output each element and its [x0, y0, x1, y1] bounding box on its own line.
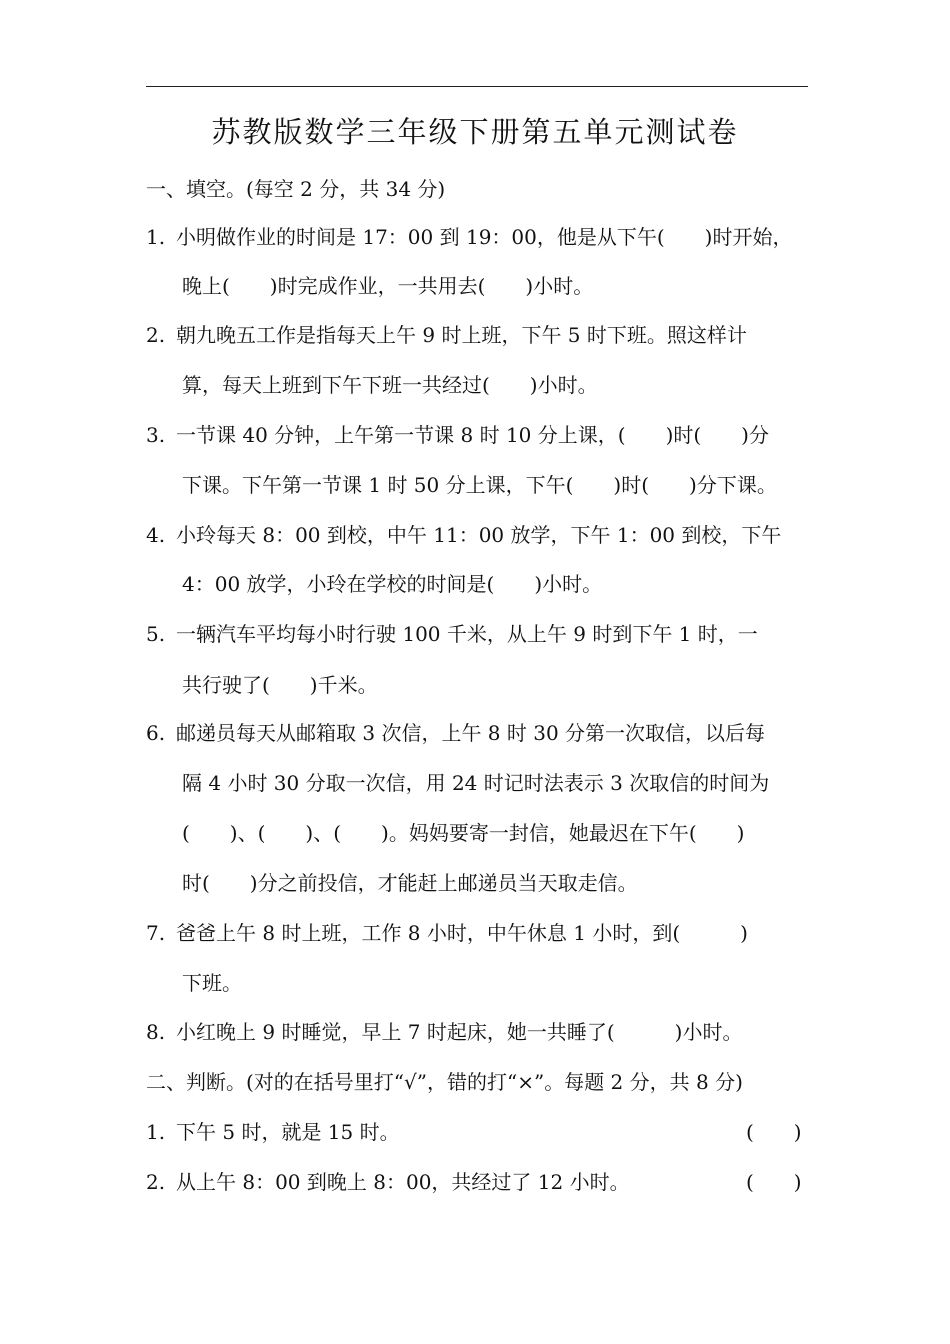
question-1: [146, 224, 792, 250]
question-6: [146, 720, 765, 746]
question-number: 5.: [146, 622, 166, 646]
question-number: 2.: [146, 323, 166, 347]
question-number: 6.: [146, 721, 166, 745]
question-3-continued: 下课。下午第一节课 1 时 50 分上课，下午( )时( )分下课。: [182, 473, 777, 497]
section-heading-fill-in: 一、填空。(每空 2 分，共 34 分): [146, 177, 446, 201]
question-2-continued: 算，每天上班到下午下班一共经过( )小时。: [182, 373, 598, 397]
answer-parentheses: ( ): [746, 1170, 802, 1194]
question-6-continued-1: 隔 4 小时 30 分取一次信，用 24 时记时法表示 3 次取信的时间为: [182, 771, 770, 795]
question-2: [146, 322, 747, 348]
top-rule: [146, 86, 808, 87]
question-5: [146, 621, 758, 647]
question-text: 小玲每天 8：00 到校，中午 11：00 放学，下午 1：00 到校，下午: [176, 523, 782, 547]
question-1-continued: 晚上( )时完成作业，一共用去( )小时。: [182, 274, 594, 298]
question-number: 3.: [146, 423, 166, 447]
question-number: 2.: [146, 1170, 166, 1194]
question-number: 1.: [146, 1120, 166, 1144]
section-heading-true-false: 二、判断。(对的在括号里打“√”，错的打“×”。每题 2 分，共 8 分): [146, 1070, 743, 1094]
question-4-continued: 4：00 放学，小玲在学校的时间是( )小时。: [182, 572, 603, 596]
question-7-continued: 下班。: [182, 971, 242, 995]
question-number: 1.: [146, 225, 166, 249]
question-number: 8.: [146, 1020, 166, 1044]
judge-question-2: [146, 1169, 630, 1195]
question-5-continued: 共行驶了( )千米。: [182, 673, 378, 697]
question-text: 小明做作业的时间是 17：00 到 19：00，他是从下午( )时开始，: [176, 225, 793, 249]
question-4: [146, 522, 781, 548]
question-3: [146, 422, 769, 448]
question-6-continued-2: ( )、( )、( )。妈妈要寄一封信，她最迟在下午( ): [182, 821, 745, 845]
question-text: 邮递员每天从邮箱取 3 次信，上午 8 时 30 分第一次取信，以后每: [176, 721, 766, 745]
answer-parentheses: ( ): [746, 1120, 802, 1144]
question-8: [146, 1019, 742, 1045]
question-number: 4.: [146, 523, 166, 547]
question-text: 从上午 8：00 到晚上 8：00，共经过了 12 小时。: [176, 1170, 630, 1194]
judge-question-1: [146, 1119, 400, 1145]
page-title: 苏教版数学三年级下册第五单元测试卷: [211, 115, 739, 149]
question-text: 小红晚上 9 时睡觉，早上 7 时起床，她一共睡了( )小时。: [176, 1020, 743, 1044]
question-text: 一辆汽车平均每小时行驶 100 千米，从上午 9 时到下午 1 时，一: [176, 622, 758, 646]
question-6-continued-3: 时( )分之前投信，才能赶上邮递员当天取走信。: [182, 871, 638, 895]
question-number: 7.: [146, 921, 166, 945]
question-text: 爸爸上午 8 时上班，工作 8 小时，中午休息 1 小时，到( ): [176, 921, 748, 945]
question-text: 下午 5 时，就是 15 时。: [176, 1120, 400, 1144]
question-text: 一节课 40 分钟，上午第一节课 8 时 10 分上课，( )时( )分: [176, 423, 769, 447]
question-text: 朝九晚五工作是指每天上午 9 时上班，下午 5 时下班。照这样计: [176, 323, 747, 347]
question-7: [146, 920, 748, 946]
